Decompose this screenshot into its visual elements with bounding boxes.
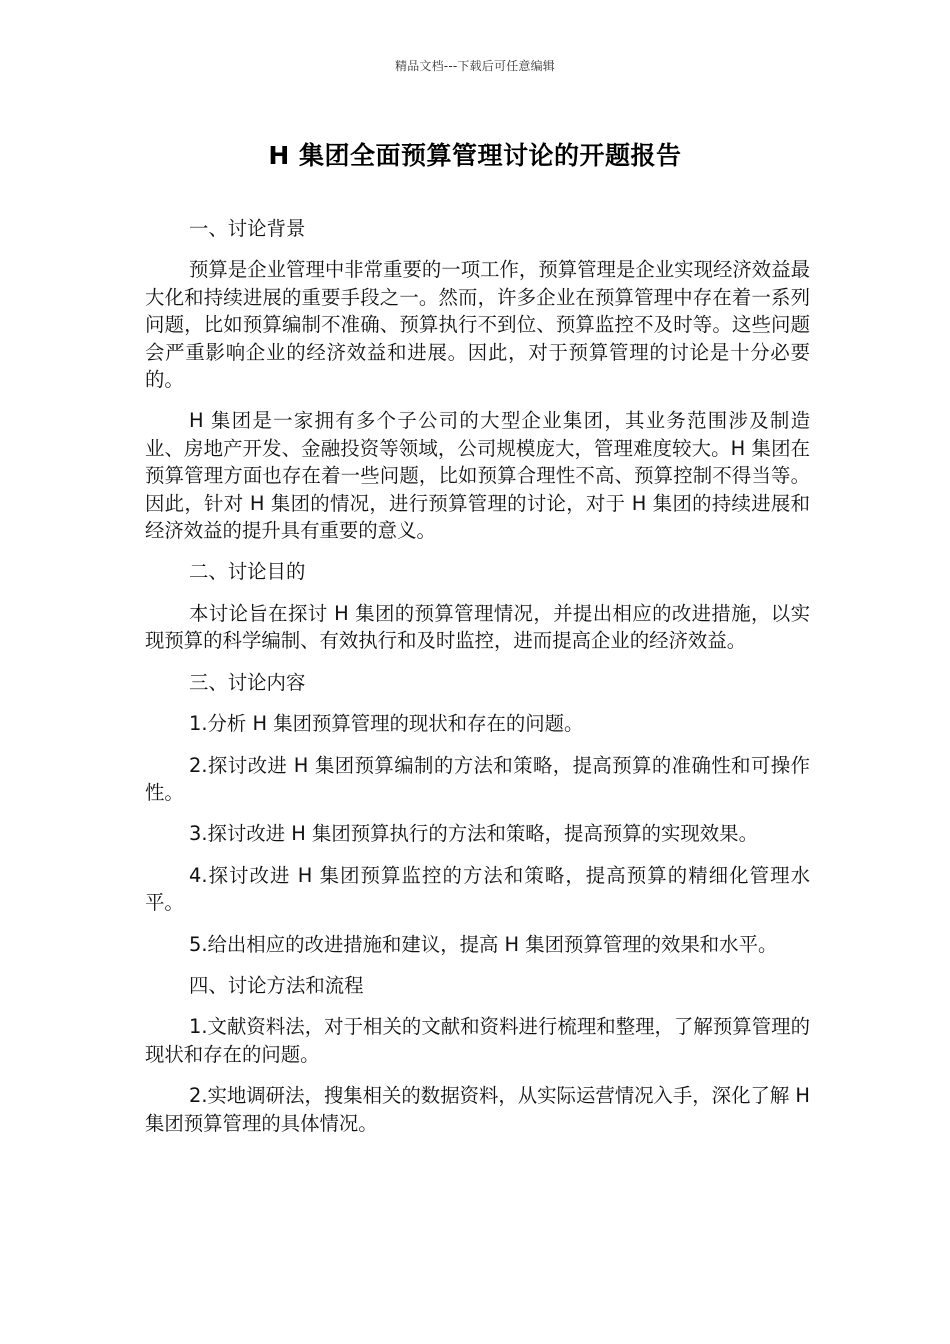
section-heading-purpose: 二、讨论目的	[189, 560, 306, 584]
list-item: 5.给出相应的改进措施和建议，提高 H 集团预算管理的效果和水平。	[189, 932, 778, 956]
list-item: 1.文献资料法，对于相关的文献和资料进行梳理和整理，了解预算管理的现状和存在的问题。	[145, 1015, 810, 1066]
list-item: 2.实地调研法，搜集相关的数据资料，从实际运营情况入手，深化了解 H 集团预算管理的具体情况。	[145, 1084, 810, 1135]
section-heading-content: 三、讨论内容	[189, 670, 306, 694]
paragraph: 本讨论旨在探讨 H 集团的预算管理情况，并提出相应的改进措施，以实现预算的科学编制、有效执行和及时监控，进而提高企业的经济效益。	[145, 601, 810, 653]
paragraph: H 集团是一家拥有多个子公司的大型企业集团，其业务范围涉及制造业、房地产开发、金融投资等领域，公司规模庞大，管理难度较大。H 集团在预算管理方面也存在着一些问题，比如预算合理性不高、预算控制不得当等。因此，针对 H 集团的情况，进行预算管理的讨论，对于 H 集团的持续进展和经济效益的提升具有重要的意义。	[145, 409, 810, 543]
section-heading-methods: 四、讨论方法和流程	[189, 973, 364, 997]
list-item: 4.探讨改进 H 集团预算监控的方法和策略，提高预算的精细化管理水平。	[145, 863, 810, 915]
header-note: 精品文档---下载后可任意编辑	[395, 59, 555, 73]
list-item: 3.探讨改进 H 集团预算执行的方法和策略，提高预算的实现效果。	[189, 822, 758, 846]
document-body	[145, 215, 810, 1151]
list-item: 1.分析 H 集团预算管理的现状和存在的问题。	[189, 712, 584, 736]
list-item: 2.探讨改进 H 集团预算编制的方法和策略，提高预算的准确性和可操作性。	[145, 753, 810, 804]
paragraph: 预算是企业管理中非常重要的一项工作，预算管理是企业实现经济效益最大化和持续进展的重要手段之一。然而，许多企业在预算管理中存在着一系列问题，比如预算编制不准确、预算执行不到位、预算监控不及时等。这些问题会严重影响企业的经济效益和进展。因此，对于预算管理的讨论是十分必要的。	[145, 258, 810, 392]
section-heading-background: 一、讨论背景	[189, 217, 306, 240]
document-title: H 集团全面预算管理讨论的开题报告	[268, 141, 682, 170]
